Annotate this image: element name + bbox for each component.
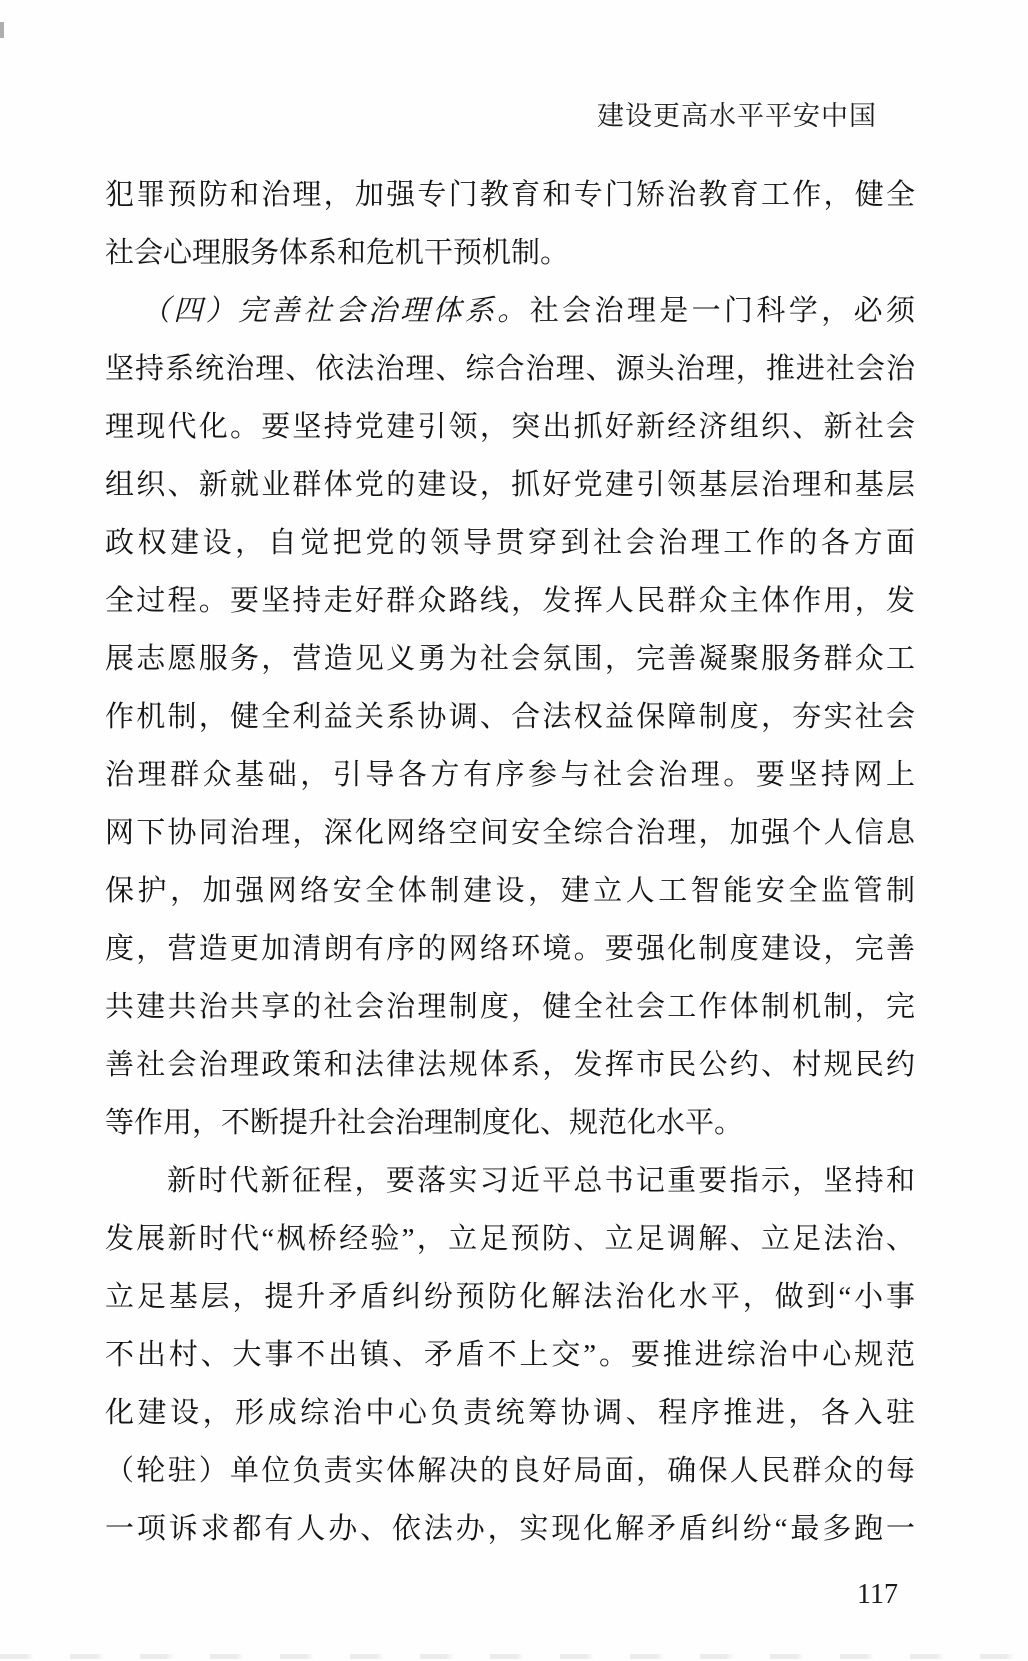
text-line: （轮驻）单位负责实体解决的良好局面，确保人民群众的每 — [105, 1455, 915, 1487]
text-line: 犯罪预防和治理，加强专门教育和专门矫治教育工作，健全 — [105, 179, 915, 211]
text-line: 治理群众基础，引导各方有序参与社会治理。要坚持网上 — [105, 759, 915, 791]
text-line: 不出村、大事不出镇、矛盾不上交”。要推进综治中心规范 — [105, 1339, 915, 1371]
text-line: 展志愿服务，营造见义勇为社会氛围，完善凝聚服务群众工 — [105, 643, 915, 675]
text-line: 作机制，健全利益关系协调、合法权益保障制度，夯实社会 — [105, 701, 915, 733]
scan-speck — [0, 22, 4, 38]
running-header: 建设更高水平平安中国 — [597, 101, 877, 131]
text-line: 发展新时代“枫桥经验”，立足预防、立足调解、立足法治、 — [105, 1223, 915, 1255]
text-line: （四）完善社会治理体系。社会治理是一门科学，必须 — [141, 295, 915, 327]
text-line: 坚持系统治理、依法治理、综合治理、源头治理，推进社会治 — [105, 353, 915, 385]
scan-smudge — [0, 1654, 1028, 1659]
text-line: 化建设，形成综治中心负责统筹协调、程序推进，各入驻 — [105, 1397, 915, 1429]
body-text — [105, 166, 915, 1558]
page-number: 117 — [857, 1579, 898, 1610]
text-line: 等作用，不断提升社会治理制度化、规范化水平。 — [105, 1107, 744, 1139]
text-line: 组织、新就业群体党的建设，抓好党建引领基层治理和基层 — [105, 469, 915, 501]
text-line: 一项诉求都有人办、依法办，实现化解矛盾纠纷“最多跑一 — [105, 1513, 915, 1545]
text-line: 理现代化。要坚持党建引领，突出抓好新经济组织、新社会 — [105, 411, 915, 443]
text-line: 善社会治理政策和法律法规体系，发挥市民公约、村规民约 — [105, 1049, 915, 1081]
text-line: 政权建设，自觉把党的领导贯穿到社会治理工作的各方面 — [105, 527, 915, 559]
text-line: 新时代新征程，要落实习近平总书记重要指示，坚持和 — [167, 1165, 915, 1197]
text-line: 社会心理服务体系和危机干预机制。 — [105, 237, 570, 269]
text-line: 共建共治共享的社会治理制度，健全社会工作体制机制，完 — [105, 991, 915, 1023]
text-line: 全过程。要坚持走好群众路线，发挥人民群众主体作用，发 — [105, 585, 915, 617]
section-heading-lead: （四）完善社会治理体系。 — [141, 295, 530, 327]
text-line: 度，营造更加清朗有序的网络环境。要强化制度建设，完善 — [105, 933, 915, 965]
text-line: 保护，加强网络安全体制建设，建立人工智能安全监管制 — [105, 875, 915, 907]
text-line: 立足基层，提升矛盾纠纷预防化解法治化水平，做到“小事 — [105, 1281, 915, 1313]
text-line: 网下协同治理，深化网络空间安全综合治理，加强个人信息 — [105, 817, 915, 849]
